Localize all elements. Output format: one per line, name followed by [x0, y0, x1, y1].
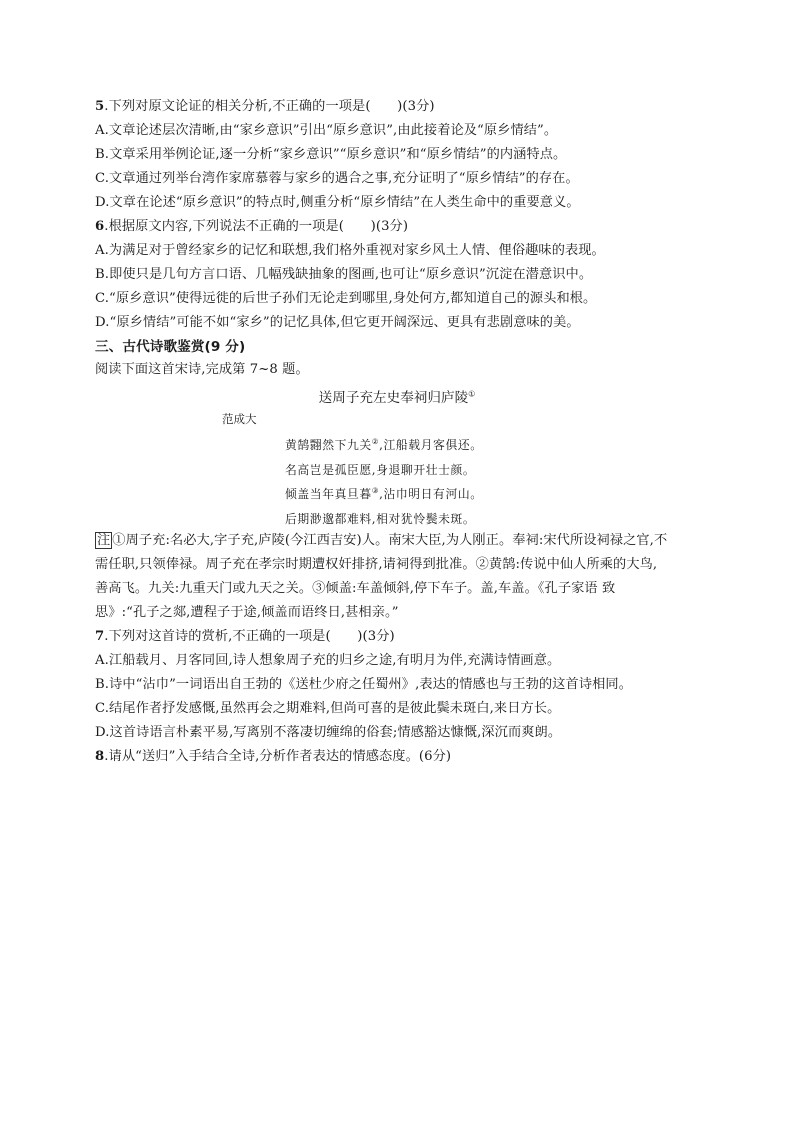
q5-option-d: D.文章在论述“原乡意识”的特点时,侧重分析“原乡情结”在人类生命中的重要意义。	[95, 195, 580, 210]
question-number: 7	[95, 629, 105, 644]
q7-option-b: B.诗中“沾巾”一词语出自王勃的《送杜少府之任蜀州》,表达的情感也与王勃的这首诗相同。	[95, 677, 632, 692]
question-number: 5	[95, 99, 105, 114]
notes-line-1: 注 ①周子充:名必大,字子充,庐陵(今江西吉安)人。南宋大臣,为人刚正。奉祠:宋代所设祠禄之官,不	[97, 533, 668, 548]
question-5-stem: 5.下列对原文论证的相关分析,不正确的一项是( )(3分)	[95, 99, 435, 114]
poem-line-4: 后期渺邈都难料,相对犹怜鬓未斑。	[285, 512, 476, 526]
poem-line-1: 黄鹄翾然下九关②,江船载月客俱还。	[285, 437, 483, 452]
poem-line-2: 名高岂是孤臣愿,身退聊开壮士颜。	[285, 463, 476, 477]
question-text: 下列对这首诗的赏析,不正确的一项是( )(3分)	[108, 629, 395, 644]
poem-author: 范成大	[222, 412, 257, 426]
q6-option-d: D.“原乡情结”可能不如“家乡”的记忆具体,但它更开阔深远、更具有悲剧意味的美。	[95, 315, 580, 330]
q5-option-c: C.文章通过列举台湾作家席慕蓉与家乡的遇合之事,充分证明了“原乡情结”的存在。	[95, 171, 579, 186]
question-6-stem: 6.根据原文内容,下列说法不正确的一项是( )(3分)	[95, 219, 409, 234]
question-number: 8	[95, 749, 105, 764]
poem-line-3: 倾盖当年真旦暮③,沾巾明日有河山。	[285, 486, 483, 501]
notes-line-4: 思》:“孔子之郯,遭程子于途,倾盖而语终日,甚相亲。”	[95, 605, 399, 620]
notes-line-2: 需任职,只领俸禄。周子充在孝宗时期遭权奸排挤,请祠得到批准。②黄鹄:传说中仙人所乘的大鸟,	[95, 557, 658, 572]
poem-title: 送周子充左史奉祠归庐陵①	[318, 389, 476, 406]
notes-label: 注	[97, 533, 111, 548]
q7-option-a: A.江船载月、月客同回,诗人想象周子充的归乡之途,有明月为伴,充满诗情画意。	[95, 653, 561, 668]
q5-option-b: B.文章采用举例论证,逐一分析“家乡意识”“原乡意识”和“原乡情结”的内涵特点。	[95, 147, 567, 162]
q6-option-a: A.为满足对于曾经家乡的记忆和联想,我们格外重视对家乡风土人情、俚俗趣味的表现。	[95, 243, 605, 258]
question-text: 下列对原文论证的相关分析,不正确的一项是( )(3分)	[108, 99, 435, 114]
question-text: 根据原文内容,下列说法不正确的一项是( )(3分)	[108, 219, 409, 234]
footnote-marker: ①	[468, 389, 476, 399]
notes-line-3: 善高飞。九关:九重天门或九天之关。③倾盖:车盖倾斜,停下车子。盖,车盖。《孔子家语 致	[95, 581, 616, 596]
question-7-stem: 7.下列对这首诗的赏析,不正确的一项是( )(3分)	[95, 629, 395, 644]
question-8-stem: 8.请从“送归”入手结合全诗,分析作者表达的情感态度。(6分)	[95, 749, 452, 764]
footnote-marker: ②	[371, 437, 380, 447]
q6-option-b: B.即使只是几句方言口语、几幅残缺抽象的图画,也可让“原乡意识”沉淀在潜意识中。	[95, 267, 593, 282]
section-heading: 三、古代诗歌鉴赏(9 分)	[95, 339, 246, 355]
q7-option-d: D.这首诗语言朴素平易,写离别不落凄切缠绵的俗套;情感豁达慷慨,深沉而爽朗。	[95, 725, 562, 740]
question-text: 请从“送归”入手结合全诗,分析作者表达的情感态度。(6分)	[108, 749, 452, 764]
instruction-text: 阅读下面这首宋诗,完成第 7~8 题。	[95, 362, 309, 377]
q7-option-c: C.结尾作者抒发感慨,虽然再会之期难料,但尚可喜的是彼此鬓未斑白,来日方长。	[95, 701, 561, 716]
q5-option-a: A.文章论述层次清晰,由“家乡意识”引出“原乡意识”,由此接着论及“原乡情结”。	[95, 123, 558, 138]
question-number: 6	[95, 219, 105, 234]
footnote-marker: ③	[371, 486, 380, 496]
q6-option-c: C.“原乡意识”使得远徙的后世子孙们无论走到哪里,身处何方,都知道自己的源头和根。	[95, 291, 597, 306]
